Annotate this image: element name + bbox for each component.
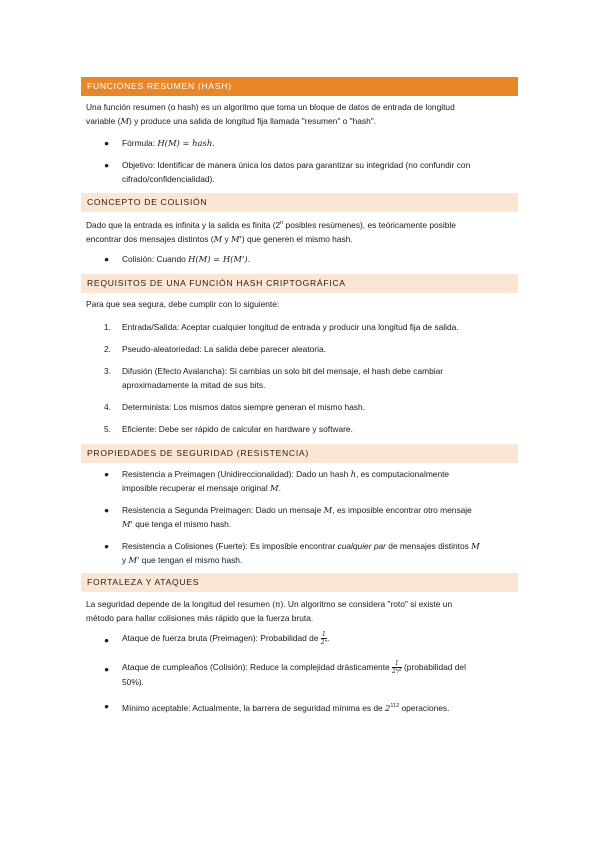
item-text: Resistencia a Segunda Preimagen: Dado un mensaje xyxy=(122,505,324,515)
item-text: 50%). xyxy=(122,677,144,688)
item-text: y xyxy=(122,555,129,565)
fraction xyxy=(392,660,402,675)
section-intro: Para que sea segura, debe cumplir con lo siguiente: xyxy=(86,299,280,309)
item-text: . xyxy=(278,483,281,493)
list-item xyxy=(122,158,517,186)
text: ). Un algoritmo se considera "roto" si existe un xyxy=(280,599,453,609)
item-text: cifrado/confidencialidad). xyxy=(122,174,215,184)
intro-paragraph xyxy=(86,100,516,128)
text: Dado que la entrada es infinita y la salida es finita (2 xyxy=(86,219,281,230)
item-text: Ataque de cumpleaños (Colisión): Reduce la complejidad drásticamente xyxy=(122,662,393,672)
list-item xyxy=(122,400,517,414)
formula: H(M) = hash. xyxy=(157,138,215,148)
fraction-numerator: 1 xyxy=(322,631,326,639)
item-text: aproximadamente la mitad de sus bits. xyxy=(122,380,266,390)
bullet-icon: ● xyxy=(104,541,110,551)
list-item xyxy=(122,320,517,334)
item-label: Fórmula: xyxy=(122,138,158,148)
text: y xyxy=(222,233,231,244)
item-text: de mensajes distintos xyxy=(385,541,472,551)
intro-line-1: Una función resumen (o hash) es un algoritmo que toma un bloque de datos de entrada de longitud xyxy=(86,102,455,112)
bullet-icon: ● xyxy=(104,254,110,264)
list-item xyxy=(122,422,517,436)
item-text: Ataque de fuerza bruta (Preimagen): Probabilidad de xyxy=(122,633,321,643)
item-text: Pseudo-aleatoriedad: La salida debe parecer aleatoria. xyxy=(122,344,326,354)
item-text: Entrada/Salida: Aceptar cualquier longitud de entrada y producir una longitud fija de salida. xyxy=(122,322,459,332)
bullet-icon: ● xyxy=(104,138,110,148)
math-var: M' xyxy=(230,233,242,244)
list-number: 1. xyxy=(104,322,111,332)
item-text: Objetivo: Identificar de manera única los datos para garantizar su integridad (no confundir con xyxy=(122,160,471,170)
bullet-icon: ● xyxy=(104,160,110,170)
math-var: M xyxy=(323,505,333,515)
math-var: h xyxy=(350,469,356,479)
item-text: Determinista: Los mismos datos siempre generan el mismo hash. xyxy=(122,402,365,412)
section-heading: REQUISITOS DE UNA FUNCIÓN HASH CRIPTOGRÁFICA xyxy=(81,274,518,293)
text: posibles resúmenes), es teóricamente posible xyxy=(283,219,456,230)
text: La seguridad depende de la longitud del resumen ( xyxy=(86,599,276,609)
list-item xyxy=(122,539,517,567)
section-heading: CONCEPTO DE COLISIÓN xyxy=(81,193,518,212)
superscript: n xyxy=(280,220,284,226)
list-item xyxy=(122,631,517,646)
math-var: M xyxy=(213,233,223,244)
section-paragraph xyxy=(86,597,516,625)
math-var: M xyxy=(471,541,480,551)
item-text: que tenga el mismo hash. xyxy=(132,519,232,529)
item-label: Colisión: Cuando xyxy=(122,254,189,264)
fraction-denominator: 2ⁿ⁄² xyxy=(392,668,402,676)
fraction-numerator: 1 xyxy=(392,660,402,668)
list-item xyxy=(122,660,517,689)
bullet-icon: ● xyxy=(104,664,110,674)
item-text: operaciones. xyxy=(399,702,450,713)
math-var: M' xyxy=(122,519,133,529)
list-item xyxy=(122,252,517,266)
math-var: M' xyxy=(128,555,140,565)
text: encontrar dos mensajes distintos ( xyxy=(86,233,214,244)
math-var: M xyxy=(120,116,130,126)
formula: H(M) = H(M'). xyxy=(188,254,251,264)
superscript: 112 xyxy=(390,703,400,709)
bullet-icon: ● xyxy=(104,701,110,711)
bullet-icon: ● xyxy=(104,469,110,479)
fraction-denominator: 2ⁿ xyxy=(320,639,328,647)
item-text: . xyxy=(327,633,330,643)
list-item xyxy=(122,503,517,531)
math-base: 2 xyxy=(385,702,391,713)
item-text: , es imposible encontrar otro mensaje xyxy=(332,505,472,515)
section-paragraph xyxy=(86,216,516,246)
intro-text: variable ( xyxy=(86,116,121,126)
section-heading: FORTALEZA Y ATAQUES xyxy=(81,573,518,592)
math-var: n xyxy=(275,599,281,609)
item-text: Difusión (Efecto Avalancha): Si cambias un solo bit del mensaje, el hash debe cambiar xyxy=(122,366,444,376)
text: método para hallar colisiones más rápido que la fuerza bruta. xyxy=(86,613,314,623)
item-text: (probabilidad del xyxy=(401,662,466,672)
intro-text: ) y produce una salida de longitud fija llamada "resumen" o "hash". xyxy=(129,116,377,126)
list-item xyxy=(122,342,517,356)
item-text: que tengan el mismo hash. xyxy=(139,555,243,565)
bullet-icon: ● xyxy=(104,635,110,645)
list-number: 2. xyxy=(104,344,111,354)
emphasis-text: cualquier par xyxy=(337,541,386,551)
list-item xyxy=(122,467,517,495)
item-text: imposible recuperar el mensaje original xyxy=(122,483,271,493)
list-number: 4. xyxy=(104,402,111,412)
item-text: Mínimo aceptable: Actualmente, la barrera de seguridad mínima es de xyxy=(122,702,386,713)
list-number: 5. xyxy=(104,424,111,434)
item-text: , es computacionalmente xyxy=(355,469,450,479)
item-text: Resistencia a Preimagen (Unidireccionalidad): Dado un hash xyxy=(122,469,351,479)
list-item xyxy=(122,364,517,392)
text: ) que generen el mismo hash. xyxy=(241,233,353,244)
item-text: Eficiente: Debe ser rápido de calcular en hardware y software. xyxy=(122,424,353,434)
item-text: Resistencia a Colisiones (Fuerte): Es imposible encontrar xyxy=(122,541,338,551)
bullet-icon: ● xyxy=(104,505,110,515)
list-item xyxy=(122,136,517,150)
list-number: 3. xyxy=(104,366,111,376)
math-var: M xyxy=(270,483,279,493)
section-heading: PROPIEDADES DE SEGURIDAD (RESISTENCIA) xyxy=(81,444,518,463)
page-title: FUNCIONES RESUMEN (HASH) xyxy=(81,77,518,96)
list-item xyxy=(122,699,517,715)
